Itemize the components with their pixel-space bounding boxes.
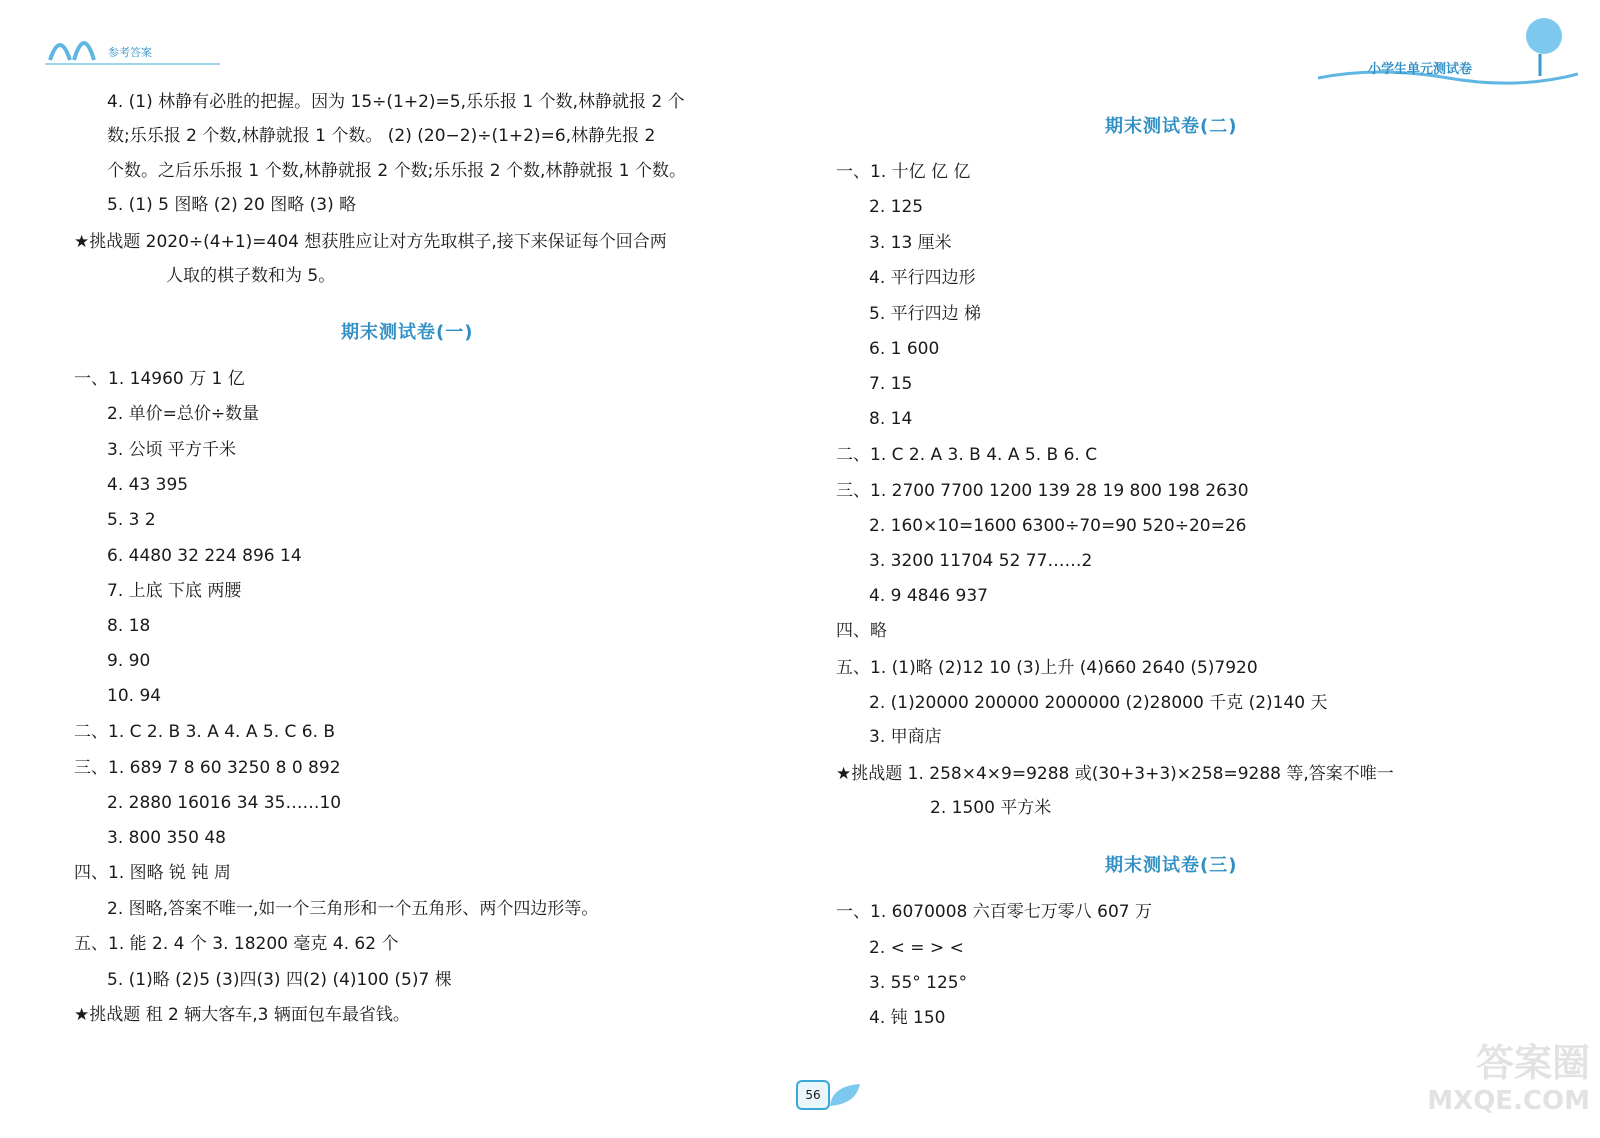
exam3-answer: 4. 钝 150 xyxy=(869,1008,946,1028)
exam1-answer: 二、1. C 2. B 3. A 4. A 5. C 6. B xyxy=(74,722,336,742)
watermark xyxy=(1420,1040,1590,1130)
header-right-logo xyxy=(1318,14,1578,86)
exam3-answer: 一、1. 6070008 六百零七万零八 607 万 xyxy=(836,902,1152,922)
exam1-answer: 一、1. 14960 万 1 亿 xyxy=(74,369,245,389)
exam2-answer: 6. 1 600 xyxy=(869,339,940,359)
exam1-challenge: ★挑战题 租 2 辆大客车,3 辆面包车最省钱。 xyxy=(74,1005,410,1025)
page-number: 56 xyxy=(796,1080,830,1110)
left-line-2: 数;乐乐报 2 个数,林静就报 1 个数。 (2) (20−2)÷(1+2)=6,林静先报 2 xyxy=(107,126,656,146)
exam2-answer: 5. 平行四边 梯 xyxy=(869,304,982,324)
exam2-answer: 3. 13 厘米 xyxy=(869,233,952,253)
exam2-answer: 一、1. 十亿 亿 亿 xyxy=(836,162,971,182)
exam1-answer: 4. 43 395 xyxy=(107,475,189,495)
header-left-logo xyxy=(40,20,240,76)
section-title-exam-1: 期末测试卷(一) xyxy=(341,322,474,343)
exam2-answer: 7. 15 xyxy=(869,374,913,394)
exam1-answer: 3. 800 350 48 xyxy=(107,828,226,848)
left-line-4: 5. (1) 5 图略 (2) 20 图略 (3) 略 xyxy=(107,195,357,215)
exam3-answer: 2. < = > < xyxy=(869,938,964,958)
exam3-answer: 3. 55° 125° xyxy=(869,973,968,993)
exam1-answer: 五、1. 能 2. 4 个 3. 18200 毫克 4. 62 个 xyxy=(74,934,399,954)
left-line-1: 4. (1) 林静有必胜的把握。因为 15÷(1+2)=5,乐乐报 1 个数,林静就报 2 个 xyxy=(107,92,685,112)
exam1-answer: 6. 4480 32 224 896 14 xyxy=(107,546,302,566)
watermark-line-2: MXQE.COM xyxy=(1427,1086,1590,1116)
left-line-3: 个数。之后乐乐报 1 个数,林静就报 2 个数;乐乐报 2 个数,林静就报 1 个数。 xyxy=(107,161,687,181)
leaf-icon xyxy=(828,1082,862,1108)
exam2-answer: 4. 平行四边形 xyxy=(869,268,976,288)
exam2-answer: 3. 甲商店 xyxy=(869,727,942,747)
exam2-answer: 2. 160×10=1600 6300÷70=90 520÷20=26 xyxy=(869,516,1247,536)
exam1-answer: 8. 18 xyxy=(107,616,151,636)
exam1-answer: 2. 2880 16016 34 35……10 xyxy=(107,793,342,813)
exam2-answer: 3. 3200 11704 52 77……2 xyxy=(869,551,1093,571)
exam2-answer: 五、1. (1)略 (2)12 10 (3)上升 (4)660 2640 (5)7920 xyxy=(836,658,1258,678)
exam1-answer: 9. 90 xyxy=(107,651,151,671)
exam1-answer: 5. 3 2 xyxy=(107,510,156,530)
header-right-label: 小学生单元测试卷 xyxy=(1368,62,1473,77)
exam1-answer: 5. (1)略 (2)5 (3)四(3) 四(2) (4)100 (5)7 棵 xyxy=(107,970,452,990)
left-challenge-line-1: ★挑战题 2020÷(4+1)=404 想获胜应让对方先取棋子,接下来保证每个回合两 xyxy=(74,232,667,252)
section-title-exam-3: 期末测试卷(三) xyxy=(1105,855,1238,876)
exam2-answer: 4. 9 4846 937 xyxy=(869,586,988,606)
exam2-challenge-1: ★挑战题 1. 258×4×9=9288 或(30+3+3)×258=9288 等,答案不唯一 xyxy=(836,764,1394,784)
exam2-answer: 2. (1)20000 200000 2000000 (2)28000 千克 (2)140 天 xyxy=(869,693,1328,713)
exam2-challenge-2: 2. 1500 平方米 xyxy=(930,798,1052,818)
exam1-answer: 2. 图略,答案不唯一,如一个三角形和一个五角形、两个四边形等。 xyxy=(107,899,599,919)
exam2-answer: 2. 125 xyxy=(869,197,924,217)
exam2-answer: 三、1. 2700 7700 1200 139 28 19 800 198 2630 xyxy=(836,481,1249,501)
exam2-answer: 8. 14 xyxy=(869,409,913,429)
exam2-answer: 二、1. C 2. A 3. B 4. A 5. B 6. C xyxy=(836,445,1098,465)
section-title-exam-2: 期末测试卷(二) xyxy=(1105,116,1238,137)
exam2-answer: 四、略 xyxy=(836,621,887,641)
exam1-answer: 2. 单价=总价÷数量 xyxy=(107,404,260,424)
exam1-answer: 10. 94 xyxy=(107,686,162,706)
header-left-label: 参考答案 xyxy=(108,46,152,59)
exam1-answer: 三、1. 689 7 8 60 3250 8 0 892 xyxy=(74,758,341,778)
exam1-answer: 3. 公顷 平方千米 xyxy=(107,440,237,460)
exam1-answer: 7. 上底 下底 两腰 xyxy=(107,581,242,601)
watermark-line-1: 答案圈 xyxy=(1475,1041,1590,1085)
exam1-answer: 四、1. 图略 锐 钝 周 xyxy=(74,863,231,883)
left-challenge-line-2: 人取的棋子数和为 5。 xyxy=(166,266,336,286)
